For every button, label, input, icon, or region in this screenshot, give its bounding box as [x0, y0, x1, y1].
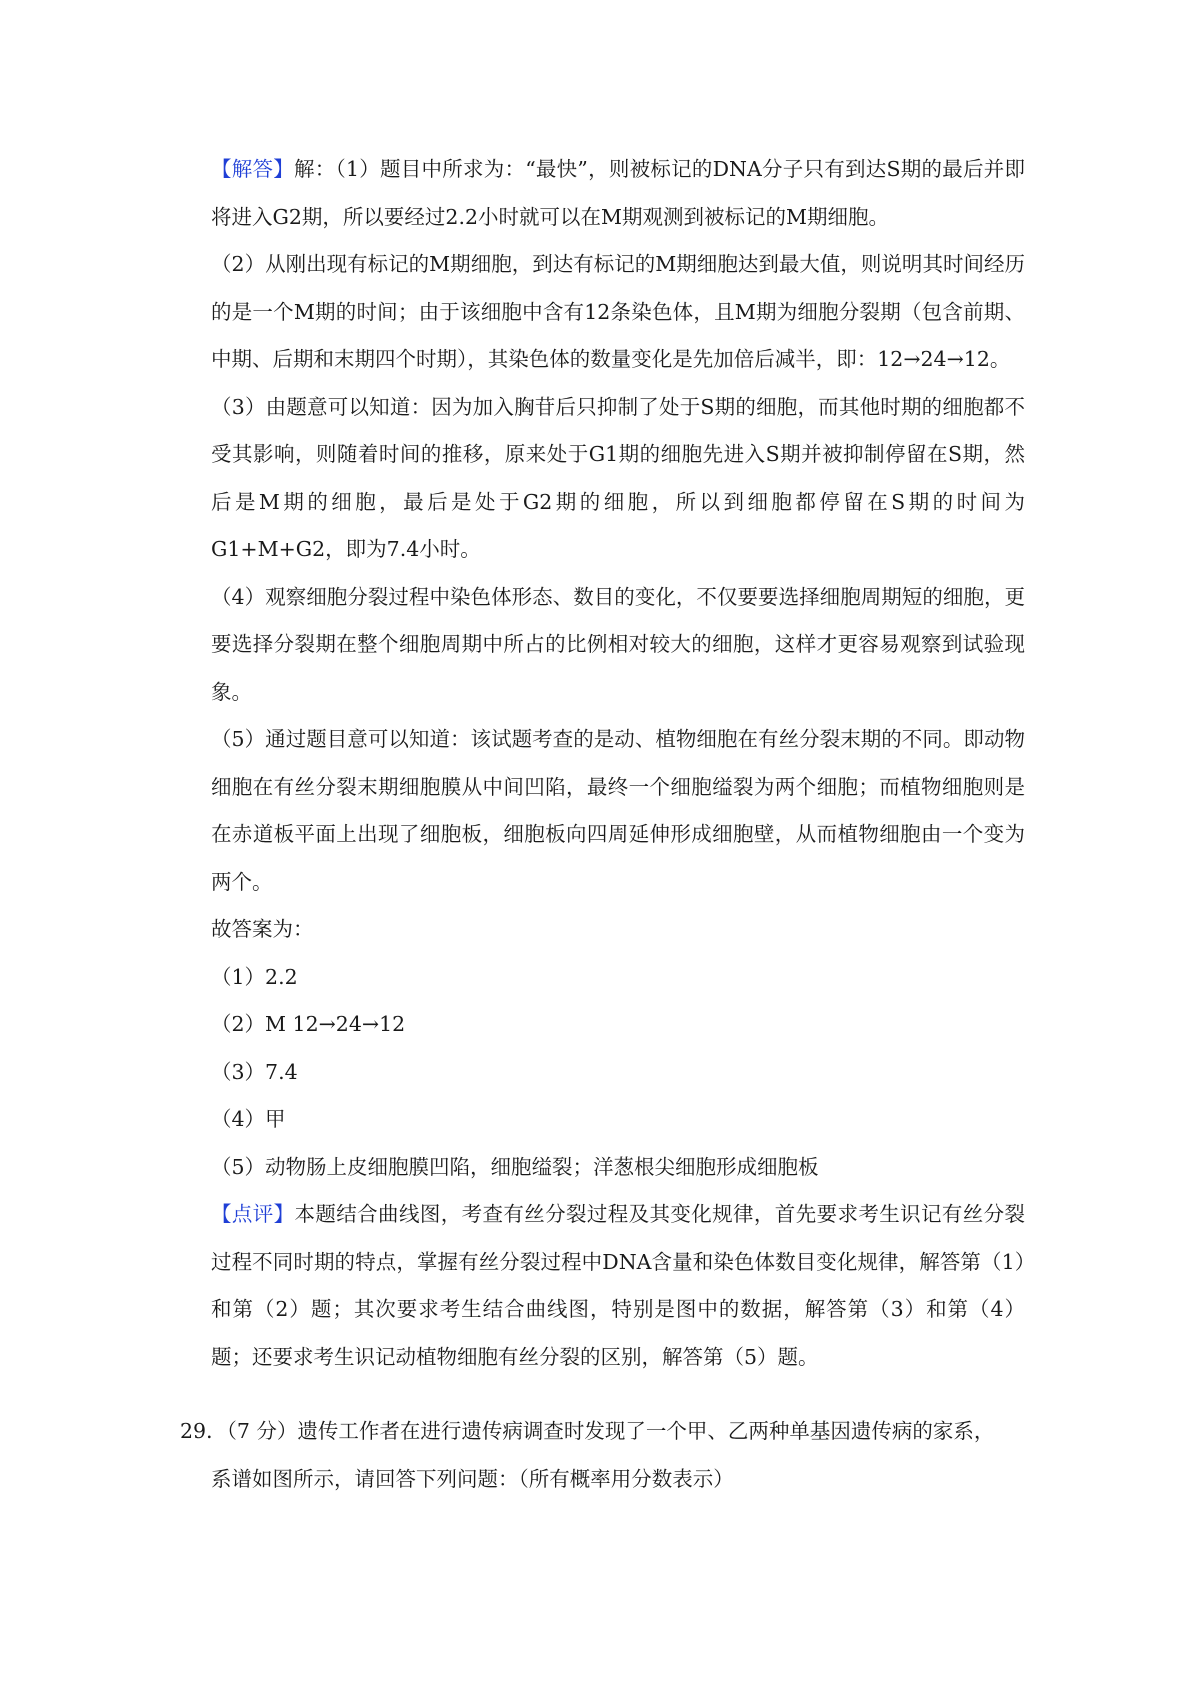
comment-text: 本题结合曲线图，考查有丝分裂过程及其变化规律，首先要求考生识记有丝分裂过程不同时期的特点，掌握有丝分裂过程中DNA含量和染色体数目变化规律，解答第（1）和第（2）题；其次要求考生结合曲线图，特别是图中的数据，解答第（3）和第（4）题；还要求考生识记动植物细胞有丝分裂的区别，解答第（5）题。	[211, 1202, 1026, 1369]
solution-paragraph-5: （5）通过题目意可以知道：该试题考查的是动、植物细胞在有丝分裂末期的不同。即动物细胞在有丝分裂末期细胞膜从中间凹陷，最终一个细胞缢裂为两个细胞；而植物细胞则是在赤道板平面上出现了细胞板，细胞板向四周延伸形成细胞壁，从而植物细胞由一个变为两个。	[211, 727, 1025, 894]
solution-intro-text: 解：（1）题目中所求为：“最快”，则被标记的DNA分子只有到达S期的最后并即将进入G2期，所以要经过2.2小时就可以在M期观测到被标记的M期细胞。	[211, 157, 1025, 229]
answer-item-3: （3）7.4	[211, 1059, 298, 1084]
question-number: 29．	[180, 1419, 227, 1443]
answer-item-1: （1）2.2	[211, 964, 298, 989]
solution-section	[211, 146, 1025, 1381]
answer-item-5: （5）动物肠上皮细胞膜凹陷，细胞缢裂；洋葱根尖细胞形成细胞板	[211, 1154, 819, 1179]
solution-paragraph-2: （2）从刚出现有标记的M期细胞，到达有标记的M期细胞达到最大值，则说明其时间经历的是一个M期的时间；由于该细胞中含有12条染色体，且M期为细胞分裂期（包含前期、中期、后期和末期四个时期），其染色体的数量变化是先加倍后减半，即：12→24→12。	[211, 252, 1025, 371]
answer-item-4: （4）甲	[211, 1107, 286, 1131]
solution-tag: 【解答】	[211, 157, 294, 181]
question-29-line-2: 系谱如图所示，请回答下列问题：（所有概率用分数表示）	[211, 1466, 734, 1491]
solution-paragraph-4: （4）观察细胞分裂过程中染色体形态、数目的变化，不仅要要选择细胞周期短的细胞，更要选择分裂期在整个细胞周期中所占的比例相对较大的细胞，这样才更容易观察到试验现象。	[211, 584, 1025, 704]
comment-paragraph	[211, 1191, 1025, 1381]
answer-lead: 故答案为：	[211, 917, 314, 941]
question-29	[180, 1408, 1025, 1503]
solution-paragraph-3: （3）由题意可以知道：因为加入胸苷后只抑制了处于S期的细胞，而其他时期的细胞都不受其影响，则随着时间的推移，原来处于G1期的细胞先进入S期并被抑制停留在S期，然后是M期的细胞，最后是处于G2期的细胞，所以到细胞都停留在S期的时间为G1+M+G2，即为7.4小时。	[211, 394, 1025, 561]
solution-intro-paragraph	[211, 146, 1025, 241]
comment-tag: 【点评】	[211, 1202, 295, 1226]
answer-item-2: （2）M 12→24→12	[211, 1012, 406, 1036]
question-29-line-1: （7 分）遗传工作者在进行遗传病调查时发现了一个甲、乙两种单基因遗传病的家系，	[226, 1419, 995, 1443]
